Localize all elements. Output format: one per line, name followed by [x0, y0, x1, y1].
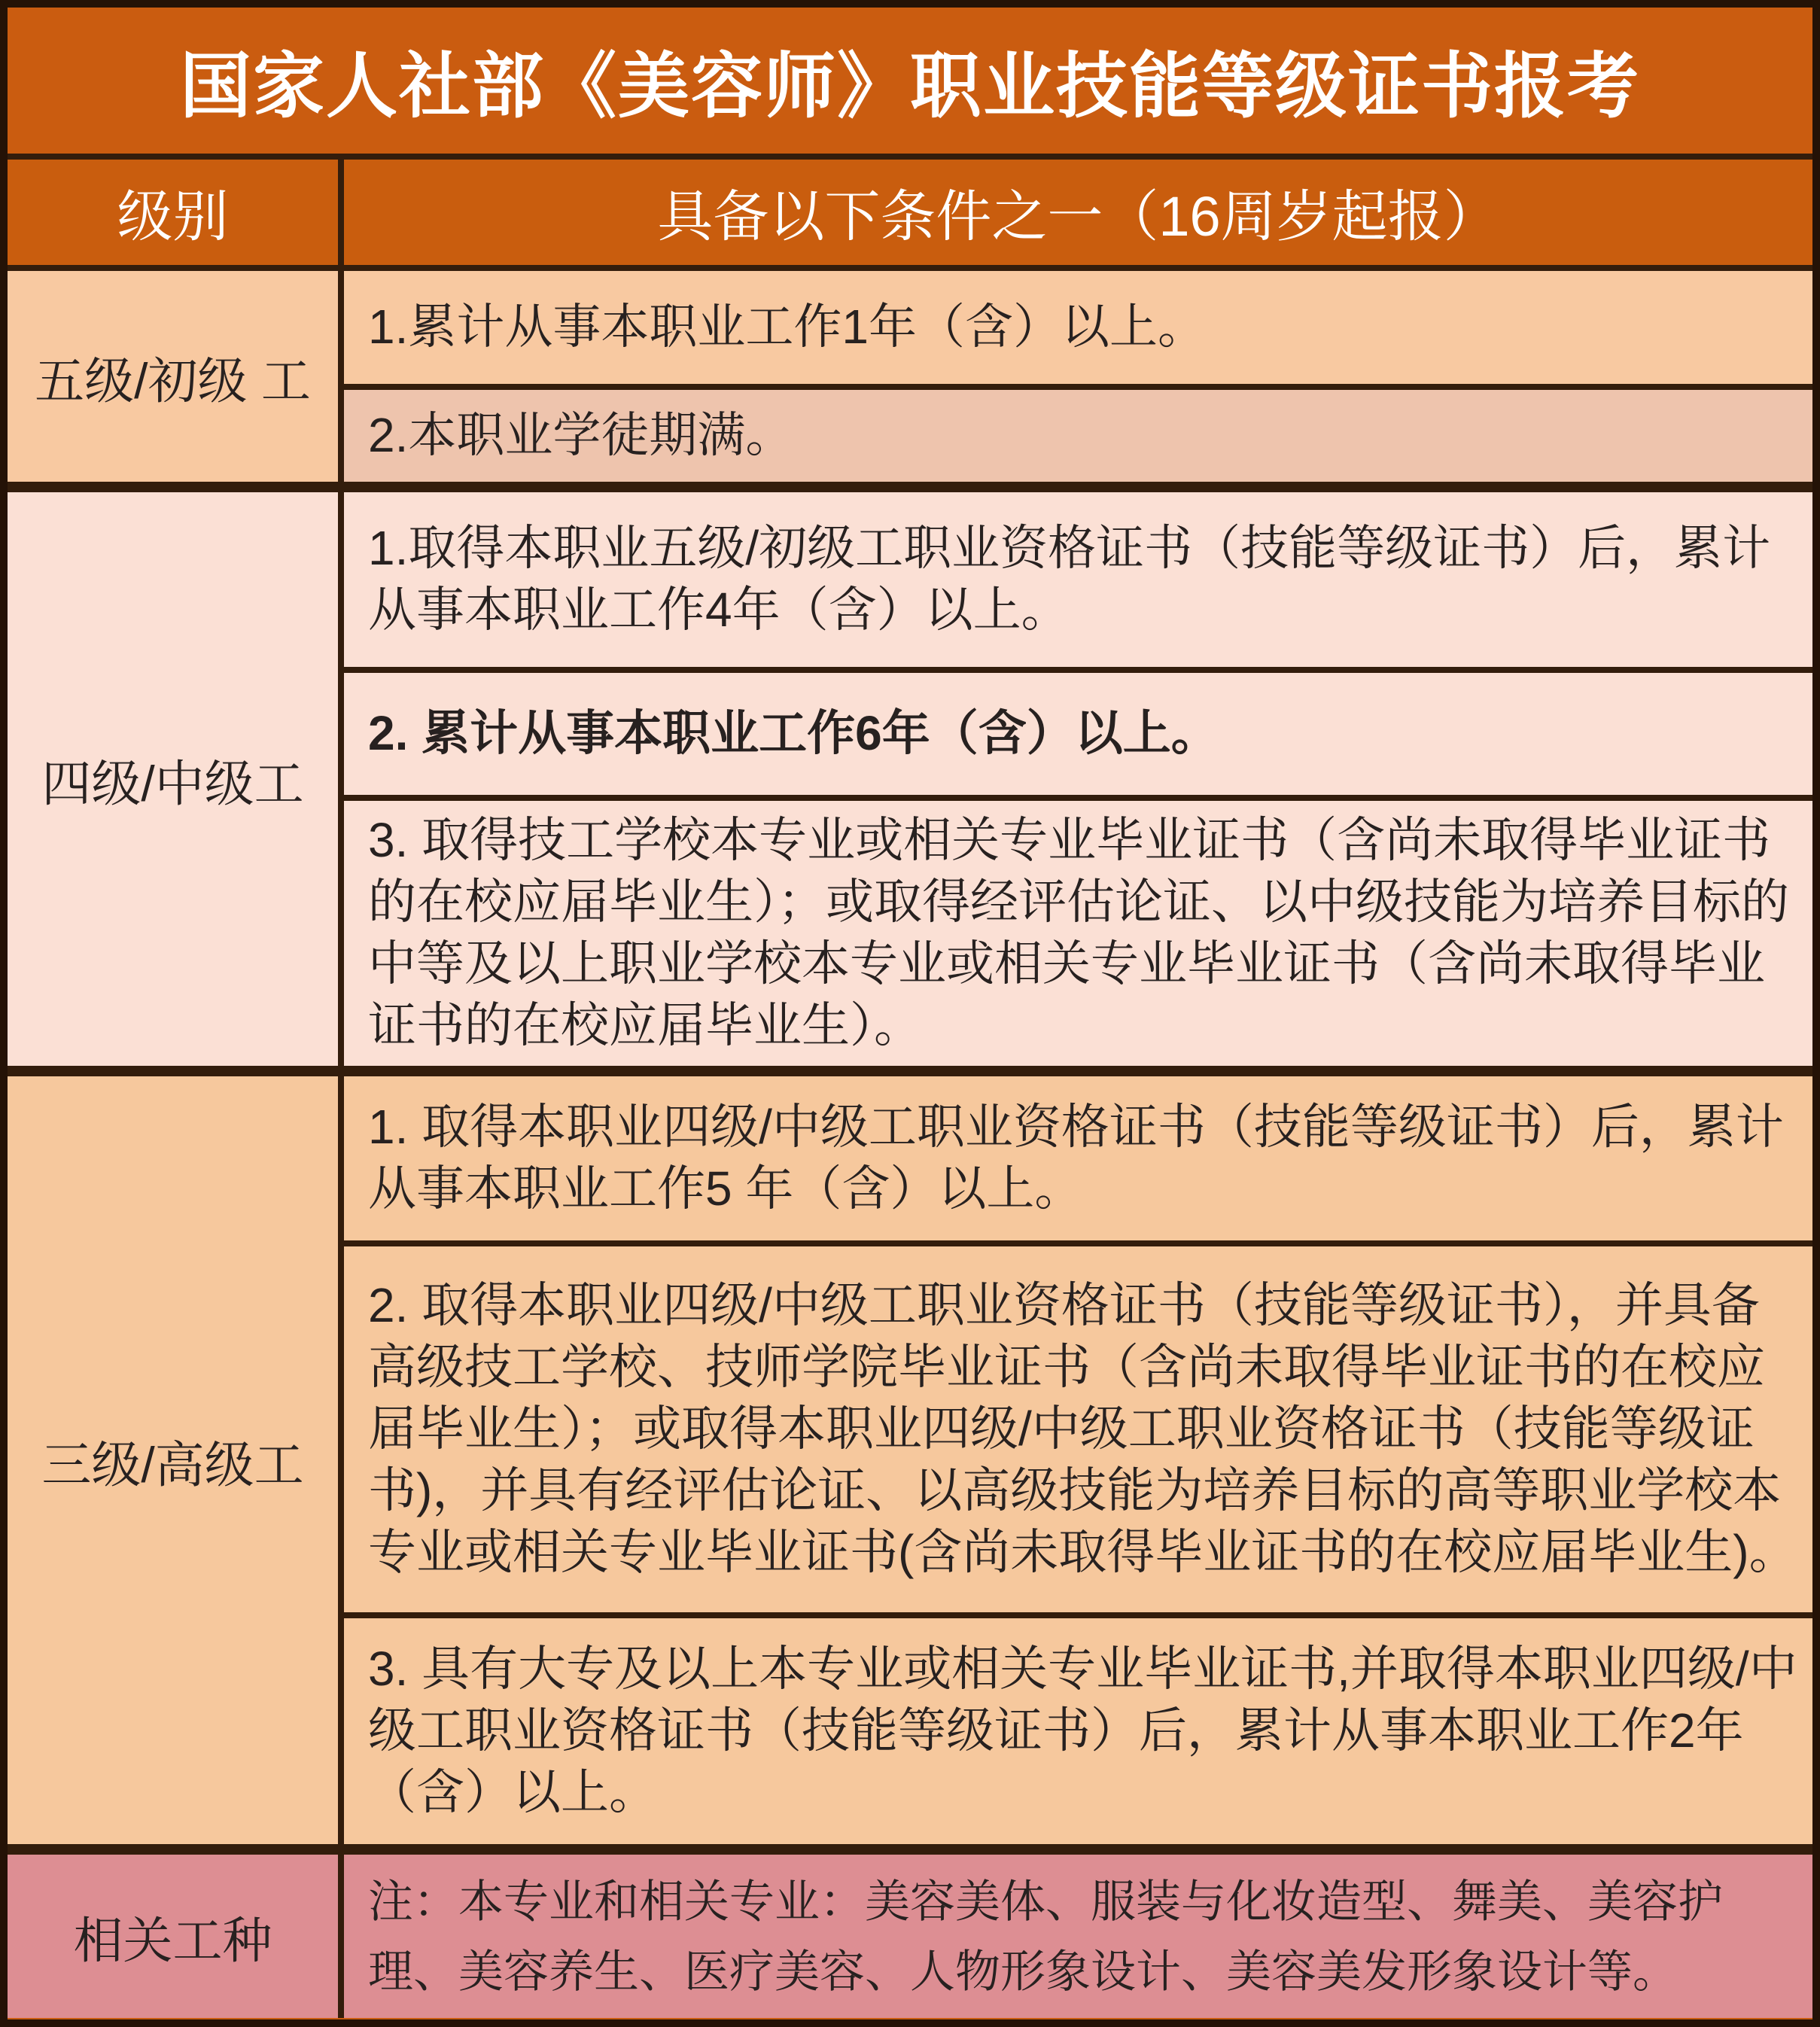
condition-cell: 1.取得本职业五级/初级工职业资格证书（技能等级证书）后，累计从事本职业工作4年（含）以上。 [344, 492, 1812, 673]
column-header-conditions: 具备以下条件之一（16周岁起报） [344, 160, 1812, 271]
condition-cell: 2.本职业学徒期满。 [344, 390, 1812, 492]
column-header-level: 级别 [8, 160, 344, 271]
level-cell-junior: 五级/初级 工 [8, 271, 344, 492]
level-cell-intermediate: 四级/中级工 [8, 492, 344, 1076]
requirements-table [8, 160, 1812, 2018]
condition-cell: 3. 具有大专及以上本专业或相关专业毕业证书,并取得本职业四级/中级工职业资格证书（技能等级证书）后，累计从事本职业工作2年（含）以上。 [344, 1618, 1812, 1855]
related-trades-note: 注：本专业和相关专业：美容美体、服装与化妆造型、舞美、美容护理、美容养生、医疗美容、人物形象设计、美容美发形象设计等。 [344, 1855, 1812, 2018]
condition-cell: 1.累计从事本职业工作1年（含）以上。 [344, 271, 1812, 390]
condition-cell: 3. 取得技工学校本专业或相关专业毕业证书（含尚未取得毕业证书的在校应届毕业生）；或取得经评估论证、以中级技能为培养目标的中等及以上职业学校本专业或相关专业毕业证书（含尚未取得毕业证书的在校应届毕业生）。 [344, 801, 1812, 1076]
page-title: 国家人社部《美容师》职业技能等级证书报考 [8, 8, 1812, 160]
condition-cell: 2. 累计从事本职业工作6年（含）以上。 [344, 673, 1812, 801]
level-cell-senior: 三级/高级工 [8, 1076, 344, 1855]
condition-cell: 2. 取得本职业四级/中级工职业资格证书（技能等级证书），并具备高级技工学校、技师学院毕业证书（含尚未取得毕业证书的在校应届毕业生）；或取得本职业四级/中级工职业资格证书（技能等级证书)，并具有经评估论证、以高级技能为培养目标的高等职业学校本专业或相关专业毕业证书(含尚未取得毕业证书的在校应届毕业生)。 [344, 1246, 1812, 1618]
level-cell-related-trades: 相关工种 [8, 1855, 344, 2018]
condition-cell: 1. 取得本职业四级/中级工职业资格证书（技能等级证书）后，累计从事本职业工作5 年（含）以上。 [344, 1076, 1812, 1246]
